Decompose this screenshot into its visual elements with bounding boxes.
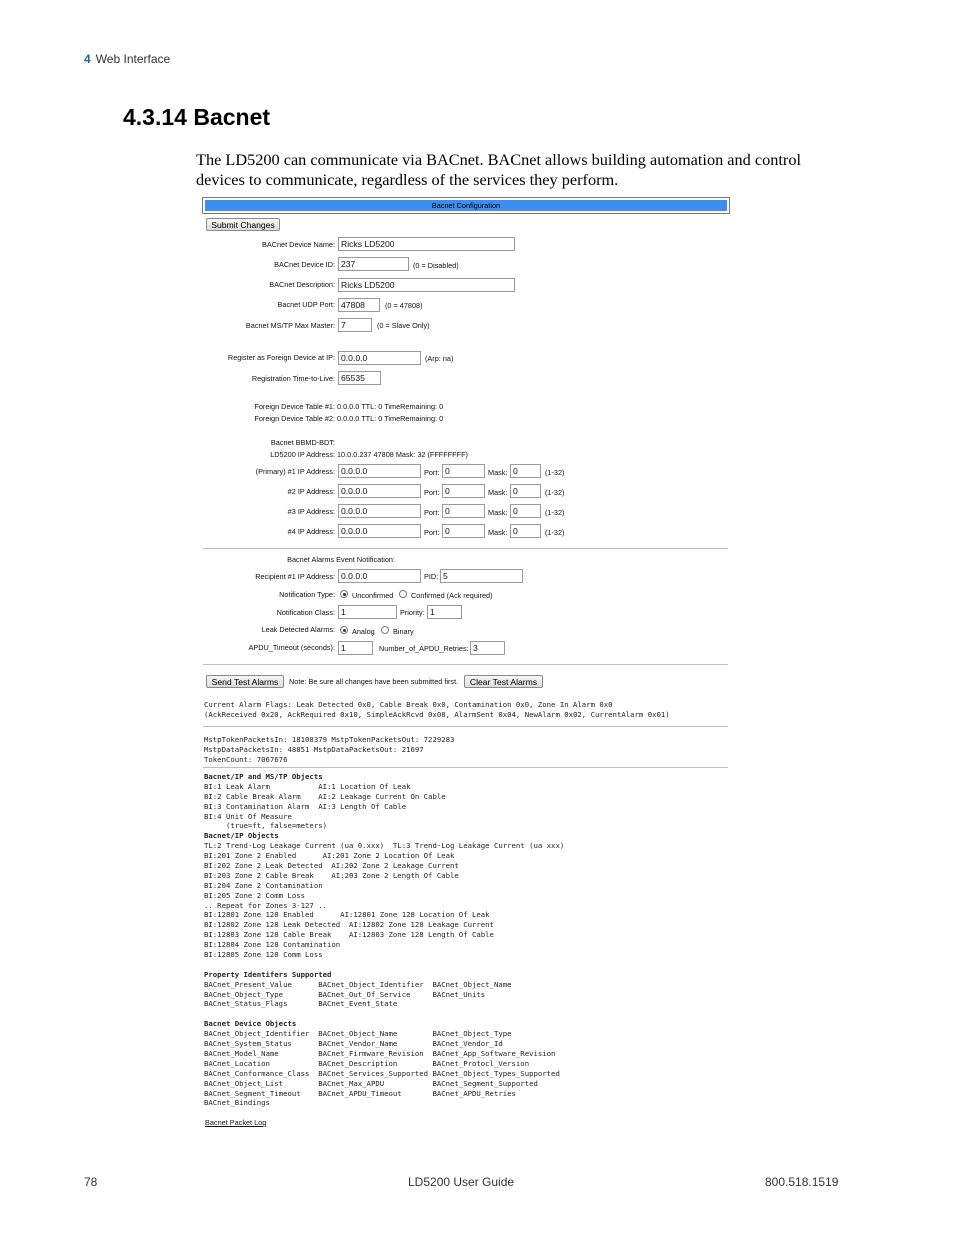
objects-line: BACnet_System_Status BACnet_Vendor_Name BACnet_Vendor_Id <box>204 1039 503 1049</box>
objects-line: BACnet_Location BACnet_Description BACnet_Protocl_Version <box>204 1058 530 1068</box>
pid-label: PID: <box>424 572 439 581</box>
bdt-port-input[interactable]: 0 <box>442 484 485 498</box>
alarm-flags-line: Current Alarm Flags: Leak Detected 0x0, Cable Break 0x0, Contamination 0x0, Zone In Alarm 0x0 <box>204 700 613 709</box>
ttl-input[interactable]: 65535 <box>338 371 381 385</box>
bdt-mask-input[interactable]: 0 <box>510 464 541 478</box>
objects-heading: Bacnet/IP and MS/TP Objects <box>204 772 323 781</box>
binary-label: Binary <box>393 627 414 636</box>
confirmed-radio[interactable] <box>399 590 407 598</box>
divider <box>203 548 728 549</box>
send-test-alarms-button[interactable]: Send Test Alarms <box>206 675 284 688</box>
bdt-port-label: Port: <box>424 508 440 517</box>
objects-heading: Property Identifers Supported <box>204 969 332 979</box>
foreign-device-label: Register as Foreign Device at IP: <box>227 353 335 362</box>
objects-listing <box>204 772 564 1108</box>
bdt-ip-label: #3 IP Address: <box>287 507 335 516</box>
objects-line: BACnet_Object_Type BACnet_Out_Of_Service BACnet_Units <box>204 989 486 999</box>
bdt-mask-label: Mask: <box>488 508 508 517</box>
bdt-mask-label: Mask: <box>488 468 508 477</box>
device-id-input[interactable]: 237 <box>338 257 409 271</box>
bdt-mask-input[interactable]: 0 <box>510 484 541 498</box>
fdt2-label: Foreign Device Table #2: <box>254 414 335 423</box>
notification-class-input[interactable]: 1 <box>338 605 397 619</box>
notification-class-label: Notification Class: <box>276 608 335 617</box>
objects-line: BI:205 Zone 2 Comm Loss <box>204 890 306 900</box>
objects-heading: Bacnet Device Objects <box>204 1019 297 1029</box>
mstp-token-stats: MstpTokenPacketsIn: 18108379 MstpTokenPacketsOut: 7229283 <box>204 735 455 744</box>
token-count: TokenCount: 7067676 <box>204 755 288 764</box>
udp-port-label: Bacnet UDP Port: <box>277 300 335 309</box>
description-label: BACnet Description: <box>269 280 335 289</box>
objects-line: BACnet_Bindings <box>204 1098 270 1108</box>
priority-input[interactable]: 1 <box>427 605 462 619</box>
fdt1-value: 0.0.0.0 TTL: 0 TimeRemaining: 0 <box>337 402 444 411</box>
device-name-input[interactable]: Ricks LD5200 <box>338 237 515 251</box>
bdt-mask-input[interactable]: 0 <box>510 524 541 538</box>
bdt-ip-input[interactable]: 0.0.0.0 <box>338 504 421 518</box>
unconfirmed-label: Unconfirmed <box>352 591 394 600</box>
config-banner <box>202 197 730 214</box>
ttl-label: Registration Time-to-Live: <box>251 374 335 383</box>
config-banner-title: Bacnet Configuration <box>205 200 727 211</box>
leak-alarms-label: Leak Detected Alarms: <box>261 625 335 634</box>
mstp-max-master-hint: (0 = Slave Only) <box>377 321 430 330</box>
objects-line: TL:2 Trend-Log Leakage Current (ua 0.xxx) TL:3 Trend-Log Leakage Current (ua xxx) <box>204 841 565 851</box>
bdt-mask-range: (1-32) <box>545 468 565 477</box>
bdt-mask-label: Mask: <box>488 488 508 497</box>
objects-line: BI:1 Leak Alarm AI:1 Location Of Leak <box>204 781 411 791</box>
priority-label: Priority: <box>400 608 425 617</box>
objects-line <box>204 1009 564 1019</box>
objects-line: BACnet_Status_Flags BACnet_Event_State <box>204 999 398 1009</box>
fdt2-value: 0.0.0.0 TTL: 0 TimeRemaining: 0 <box>337 414 444 423</box>
unconfirmed-radio[interactable] <box>340 590 348 598</box>
bbmd-label: Bacnet BBMD-BDT: <box>270 438 335 447</box>
foreign-device-input[interactable]: 0.0.0.0 <box>338 351 421 365</box>
bdt-port-label: Port: <box>424 528 440 537</box>
bdt-ip-input[interactable]: 0.0.0.0 <box>338 524 421 538</box>
bdt-port-input[interactable]: 0 <box>442 524 485 538</box>
bdt-ip-input[interactable]: 0.0.0.0 <box>338 484 421 498</box>
objects-line: BI:12805 Zone 128 Comm Loss <box>204 950 323 960</box>
chapter-title: Web Interface <box>95 52 171 66</box>
udp-port-hint: (0 = 47808) <box>385 301 423 310</box>
running-header <box>84 52 170 66</box>
objects-line: BACnet_Model_Name BACnet_Firmware_Revision BACnet_App_Software_Revision <box>204 1048 556 1058</box>
description-input[interactable]: Ricks LD5200 <box>338 278 515 292</box>
objects-line: BACnet_Conformance_Class BACnet_Services_Supported BACnet_Object_Types_Supported <box>204 1068 560 1078</box>
objects-line: BACnet_Object_Identifier BACnet_Object_Name BACnet_Object_Type <box>204 1029 512 1039</box>
mstp-max-master-label: Bacnet MS/TP Max Master: <box>245 321 335 330</box>
apdu-retries-input[interactable]: 3 <box>470 641 505 655</box>
submit-changes-button[interactable]: Submit Changes <box>206 218 280 231</box>
device-id-hint: (0 = Disabled) <box>413 261 459 270</box>
objects-line: BI:12802 Zone 128 Leak Detected AI:12802 Zone 128 Leakage Current <box>204 920 494 930</box>
objects-line: BI:12801 Zone 128 Enabled AI:12801 Zone 128 Location Of Leak <box>204 910 490 920</box>
recipient-ip-input[interactable]: 0.0.0.0 <box>338 569 421 583</box>
notification-type-label: Notification Type: <box>279 590 335 599</box>
confirmed-label: Confirmed (Ack required) <box>411 591 493 600</box>
objects-line: .. Repeat for Zones 3-127 .. <box>204 900 328 910</box>
objects-line <box>204 960 564 970</box>
submit-note: Note: Be sure all changes have been submitted first. <box>289 677 459 686</box>
bdt-mask-range: (1-32) <box>545 528 565 537</box>
bdt-ip-label: (Primary) #1 IP Address: <box>255 467 335 476</box>
bdt-ip-label: #2 IP Address: <box>287 487 335 496</box>
objects-line: (true=ft, false=meters) <box>204 821 328 831</box>
objects-line: BACnet_Present_Value BACnet_Object_Identifier BACnet_Object_Name <box>204 979 512 989</box>
apdu-timeout-input[interactable]: 1 <box>338 641 373 655</box>
clear-test-alarms-button[interactable]: Clear Test Alarms <box>464 675 543 688</box>
bdt-port-label: Port: <box>424 488 440 497</box>
ld-ip-label: LD5200 IP Address: <box>270 450 335 459</box>
bdt-ip-input[interactable]: 0.0.0.0 <box>338 464 421 478</box>
pid-input[interactable]: 5 <box>440 569 523 583</box>
intro-paragraph: The LD5200 can communicate via BACnet. BACnet allows building automation and control devices to communicate, regardless of the services they perform. <box>196 150 801 189</box>
mstp-max-master-input[interactable]: 7 <box>338 318 372 332</box>
page-number: 78 <box>84 1175 98 1189</box>
bdt-port-input[interactable]: 0 <box>442 504 485 518</box>
divider <box>203 664 728 665</box>
apdu-retries-label: Number_of_APDU_Retries: <box>379 644 469 653</box>
objects-line: BI:3 Contamination Alarm AI:3 Length Of Cable <box>204 801 407 811</box>
bdt-mask-range: (1-32) <box>545 488 565 497</box>
divider <box>203 726 728 727</box>
binary-radio[interactable] <box>381 626 389 634</box>
analog-radio[interactable] <box>340 626 348 634</box>
objects-line: BI:2 Cable Break Alarm AI:2 Leakage Current On Cable <box>204 791 446 801</box>
objects-heading: Bacnet/IP Objects <box>204 831 279 841</box>
ld-ip-value: 10.0.0.237 47808 Mask: 32 (FFFFFFFF) <box>337 450 468 459</box>
footer-phone: 800.518.1519 <box>765 1175 839 1189</box>
bdt-port-label: Port: <box>424 468 440 477</box>
alarms-heading: Bacnet Alarms Event Notification: <box>287 555 395 564</box>
divider <box>203 767 728 768</box>
mstp-data-stats: MstpDataPacketsIn: 48851 MstpDataPacketsOut: 21697 <box>204 745 424 754</box>
bdt-mask-range: (1-32) <box>545 508 565 517</box>
apdu-timeout-label: APDU_Timeout (seconds): <box>248 643 335 652</box>
objects-line: BI:201 Zone 2 Enabled AI:201 Zone 2 Location Of Leak <box>204 851 455 861</box>
objects-line: BACnet_Segment_Timeout BACnet_APDU_Timeout BACnet_APDU_Retries <box>204 1088 516 1098</box>
bdt-mask-input[interactable]: 0 <box>510 504 541 518</box>
bdt-port-input[interactable]: 0 <box>442 464 485 478</box>
section-title: 4.3.14 Bacnet <box>123 104 271 130</box>
objects-line: BACnet_Object_List BACnet_Max_APDU BACnet_Segment_Supported <box>204 1078 538 1088</box>
bdt-mask-label: Mask: <box>488 528 508 537</box>
bdt-ip-label: #4 IP Address: <box>287 527 335 536</box>
device-id-label: BACnet Device ID: <box>274 260 335 269</box>
footer-title: LD5200 User Guide <box>408 1175 515 1189</box>
recipient-label: Recipient #1 IP Address: <box>255 572 335 581</box>
device-name-label: BACnet Device Name: <box>262 240 335 249</box>
objects-line: BI:203 Zone 2 Cable Break AI:203 Zone 2 Length Of Cable <box>204 870 459 880</box>
alarm-flags-legend: (AckReceived 0x20, AckRequired 0x10, SimpleAckRcvd 0x08, AlarmSent 0x04, NewAlarm 0x02, CurrentAlarm 0x01) <box>204 710 670 719</box>
bacnet-config-screenshot <box>201 196 731 1131</box>
objects-line: BI:4 Unit Of Measure <box>204 811 292 821</box>
objects-line: BI:202 Zone 2 Leak Detected AI:202 Zone 2 Leakage Current <box>204 861 459 871</box>
objects-line: BI:204 Zone 2 Contamination <box>204 880 323 890</box>
udp-port-input[interactable]: 47808 <box>338 298 380 312</box>
analog-label: Analog <box>352 627 375 636</box>
packet-log-link[interactable]: Bacnet Packet Log <box>205 1118 267 1127</box>
fdt1-label: Foreign Device Table #1: <box>254 402 335 411</box>
objects-line: BI:12803 Zone 128 Cable Break AI:12803 Zone 128 Length Of Cable <box>204 930 494 940</box>
objects-line: BI:12804 Zone 128 Contamination <box>204 940 341 950</box>
foreign-device-hint: (Arp: na) <box>425 354 454 363</box>
chapter-number: 4 <box>84 52 91 66</box>
